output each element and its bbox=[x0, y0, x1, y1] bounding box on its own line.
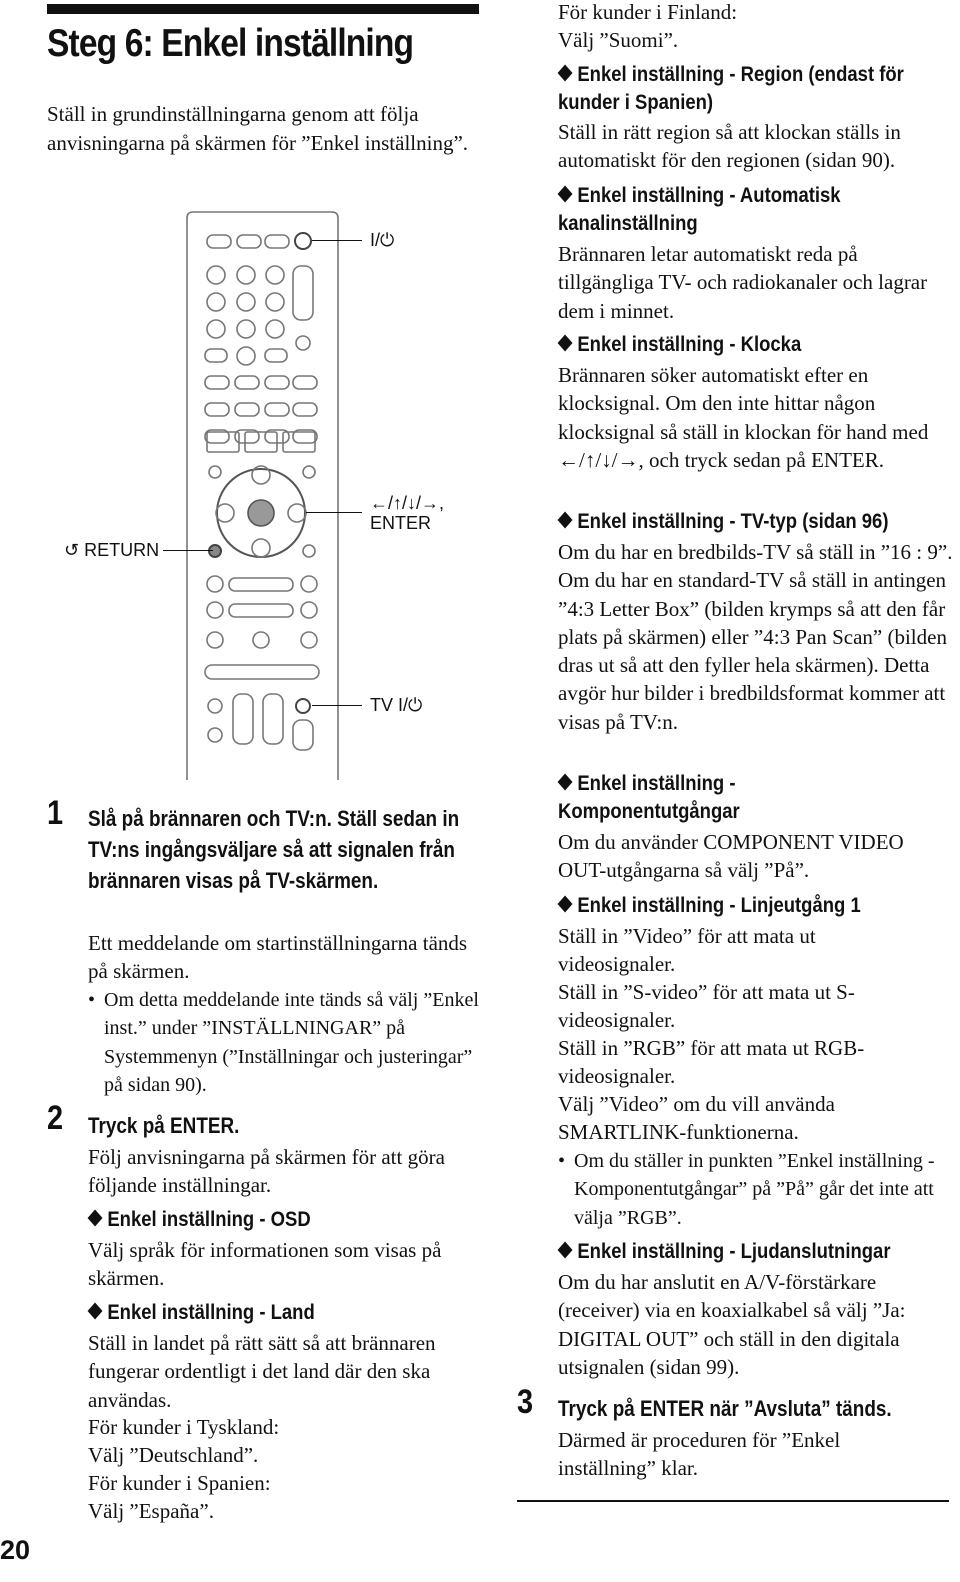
setting-osd-heading: Enkel inställning - OSD bbox=[88, 1206, 311, 1234]
enter-callout: ENTER bbox=[370, 513, 432, 533]
setting-component-heading: Enkel inställning - Komponentutgångar bbox=[558, 772, 740, 823]
setting-line1-video: Ställ in ”Video” för att mata ut videosignaler. bbox=[558, 924, 816, 977]
setting-land-finland-value: Välj ”Suomi”. bbox=[558, 28, 679, 52]
setting-osd-body: Välj språk för informationen som visas på skärmen. bbox=[88, 1238, 442, 1291]
setting-auto-body: Brännaren letar automatiskt reda på tillgängliga TV- och radiokanaler och lagrar dem i minnet. bbox=[558, 242, 928, 323]
diamond-icon bbox=[558, 896, 573, 913]
setting-tvtype-heading: Enkel inställning - TV-typ (sidan 96) bbox=[558, 508, 888, 536]
diamond-icon bbox=[558, 774, 573, 791]
setting-land-germany-value: Välj ”Deutschland”. bbox=[88, 1443, 259, 1467]
return-icon: ↺ bbox=[64, 540, 85, 560]
diamond-icon bbox=[88, 1210, 103, 1227]
setting-auto-heading: Enkel inställning - Automatisk kanalinställning bbox=[558, 184, 841, 235]
power-leader-line bbox=[312, 240, 362, 241]
setting-line1-heading: Enkel inställning - Linjeutgång 1 bbox=[558, 892, 861, 920]
step-1-heading: Slå på brännaren och TV:n. Ställ sedan in TV:ns ingångsväljare så att signalen från brännaren visas på TV-skärmen. bbox=[88, 806, 460, 893]
bottom-rule bbox=[517, 1500, 949, 1502]
setting-tvtype-body: Om du har en bredbilds-TV så ställ in ”16 : 9”. Om du har en standard-TV så ställ in antingen ”4:3 Letter Box” (bilden krymps så att den får plats på skärmen) eller ”4:3 Pan Scan” (bilden dras ut så att den fyller hela skärmen). Detta avgör hur bilder i bredbildsformat kommer att visas på TV:n. bbox=[558, 540, 953, 734]
setting-component-body: Om du använder COMPONENT VIDEO OUT-utgångarna så välj ”På”. bbox=[558, 830, 904, 883]
setting-clock-heading: Enkel inställning - Klocka bbox=[558, 331, 801, 359]
diamond-icon bbox=[88, 1303, 103, 1320]
tv-power-callout: TV I/⏻ bbox=[370, 695, 423, 715]
setting-line1-rgb: Ställ in ”RGB” för att mata ut RGB-videosignaler. bbox=[558, 1036, 865, 1089]
setting-land-finland: För kunder i Finland: bbox=[558, 0, 738, 24]
diamond-icon bbox=[558, 186, 573, 203]
setting-land-germany: För kunder i Tyskland: bbox=[88, 1415, 280, 1439]
step-1-bullet: • Om detta meddelande inte tänds så välj ”Enkel inst.” under ”INSTÄLLNINGAR” på Systemmenyn (”Inställningar och justeringar” på sidan 90). bbox=[88, 989, 479, 1096]
tv-power-leader-line bbox=[312, 705, 362, 706]
setting-clock-body: Brännaren söker automatiskt efter en klocksignal. Om den inte hittar någon klocksignal så ställ in klockan för hand med ←/↑/↓/→, och tryck sedan på ENTER. bbox=[558, 363, 929, 472]
step-1-number: 1 bbox=[47, 794, 64, 832]
remote-control-icon bbox=[185, 210, 340, 780]
return-leader-line bbox=[163, 550, 213, 551]
step-2-body: Följ anvisningarna på skärmen för att göra följande inställningar. bbox=[88, 1145, 445, 1198]
setting-audio-body: Om du har anslutit en A/V-förstärkare (receiver) via en koaxialkabel så välj ”Ja: DIGITAL OUT” och ställ in den digitala utsignalen (sidan 99). bbox=[558, 1270, 906, 1379]
step-3-body: Därmed är proceduren för ”Enkel inställning” klar. bbox=[558, 1428, 841, 1481]
step-3-heading: Tryck på ENTER när ”Avsluta” tänds. bbox=[558, 1396, 892, 1421]
power-callout: I/⏻ bbox=[370, 230, 395, 250]
diamond-icon bbox=[558, 512, 573, 529]
step-1-body: Ett meddelande om startinställningarna tänds på skärmen. bbox=[88, 931, 468, 984]
page-number: 20 bbox=[0, 1535, 31, 1565]
setting-line1-smartlink: Välj ”Video” om du vill använda SMARTLINK-funktionerna. bbox=[558, 1092, 835, 1145]
setting-region-heading: Enkel inställning - Region (endast för kunder i Spanien) bbox=[558, 63, 904, 114]
diamond-icon bbox=[558, 335, 573, 352]
setting-audio-heading: Enkel inställning - Ljudanslutningar bbox=[558, 1238, 891, 1266]
step-2-heading: Tryck på ENTER. bbox=[88, 1113, 240, 1138]
diamond-icon bbox=[558, 1242, 573, 1259]
remote-control-illustration bbox=[185, 210, 340, 780]
step-3-number: 3 bbox=[517, 1383, 534, 1421]
setting-line1-bullet: • Om du ställer in punkten ”Enkel inställning - Komponentutgångar” på ”På” går det inte att välja ”RGB”. bbox=[558, 1150, 935, 1229]
setting-region-body: Ställ in rätt region så att klockan ställs in automatiskt för den regionen (sidan 90). bbox=[558, 120, 901, 173]
title-rule bbox=[47, 4, 479, 14]
intro-text: Ställ in grundinställningarna genom att följa anvisningarna på skärmen för ”Enkel inställning”. bbox=[47, 102, 469, 155]
setting-line1-svideo: Ställ in ”S-video” för att mata ut S-videosignaler. bbox=[558, 980, 855, 1033]
setting-land-heading: Enkel inställning - Land bbox=[88, 1299, 315, 1327]
setting-land-spain-value: Välj ”España”. bbox=[88, 1499, 214, 1523]
arrows-leader-line bbox=[306, 512, 362, 513]
arrows-callout: ←/↑/↓/→, bbox=[370, 493, 445, 513]
setting-land-body: Ställ in landet på rätt sätt så att brännaren fungerar ordentligt i det land där den ska användas. bbox=[88, 1331, 436, 1412]
step-2-number: 2 bbox=[47, 1099, 64, 1137]
return-callout: ↺ RETURN bbox=[64, 540, 160, 560]
diamond-icon bbox=[558, 65, 573, 82]
setting-land-spain: För kunder i Spanien: bbox=[88, 1471, 271, 1495]
page-title: Steg 6: Enkel inställning bbox=[47, 22, 414, 65]
